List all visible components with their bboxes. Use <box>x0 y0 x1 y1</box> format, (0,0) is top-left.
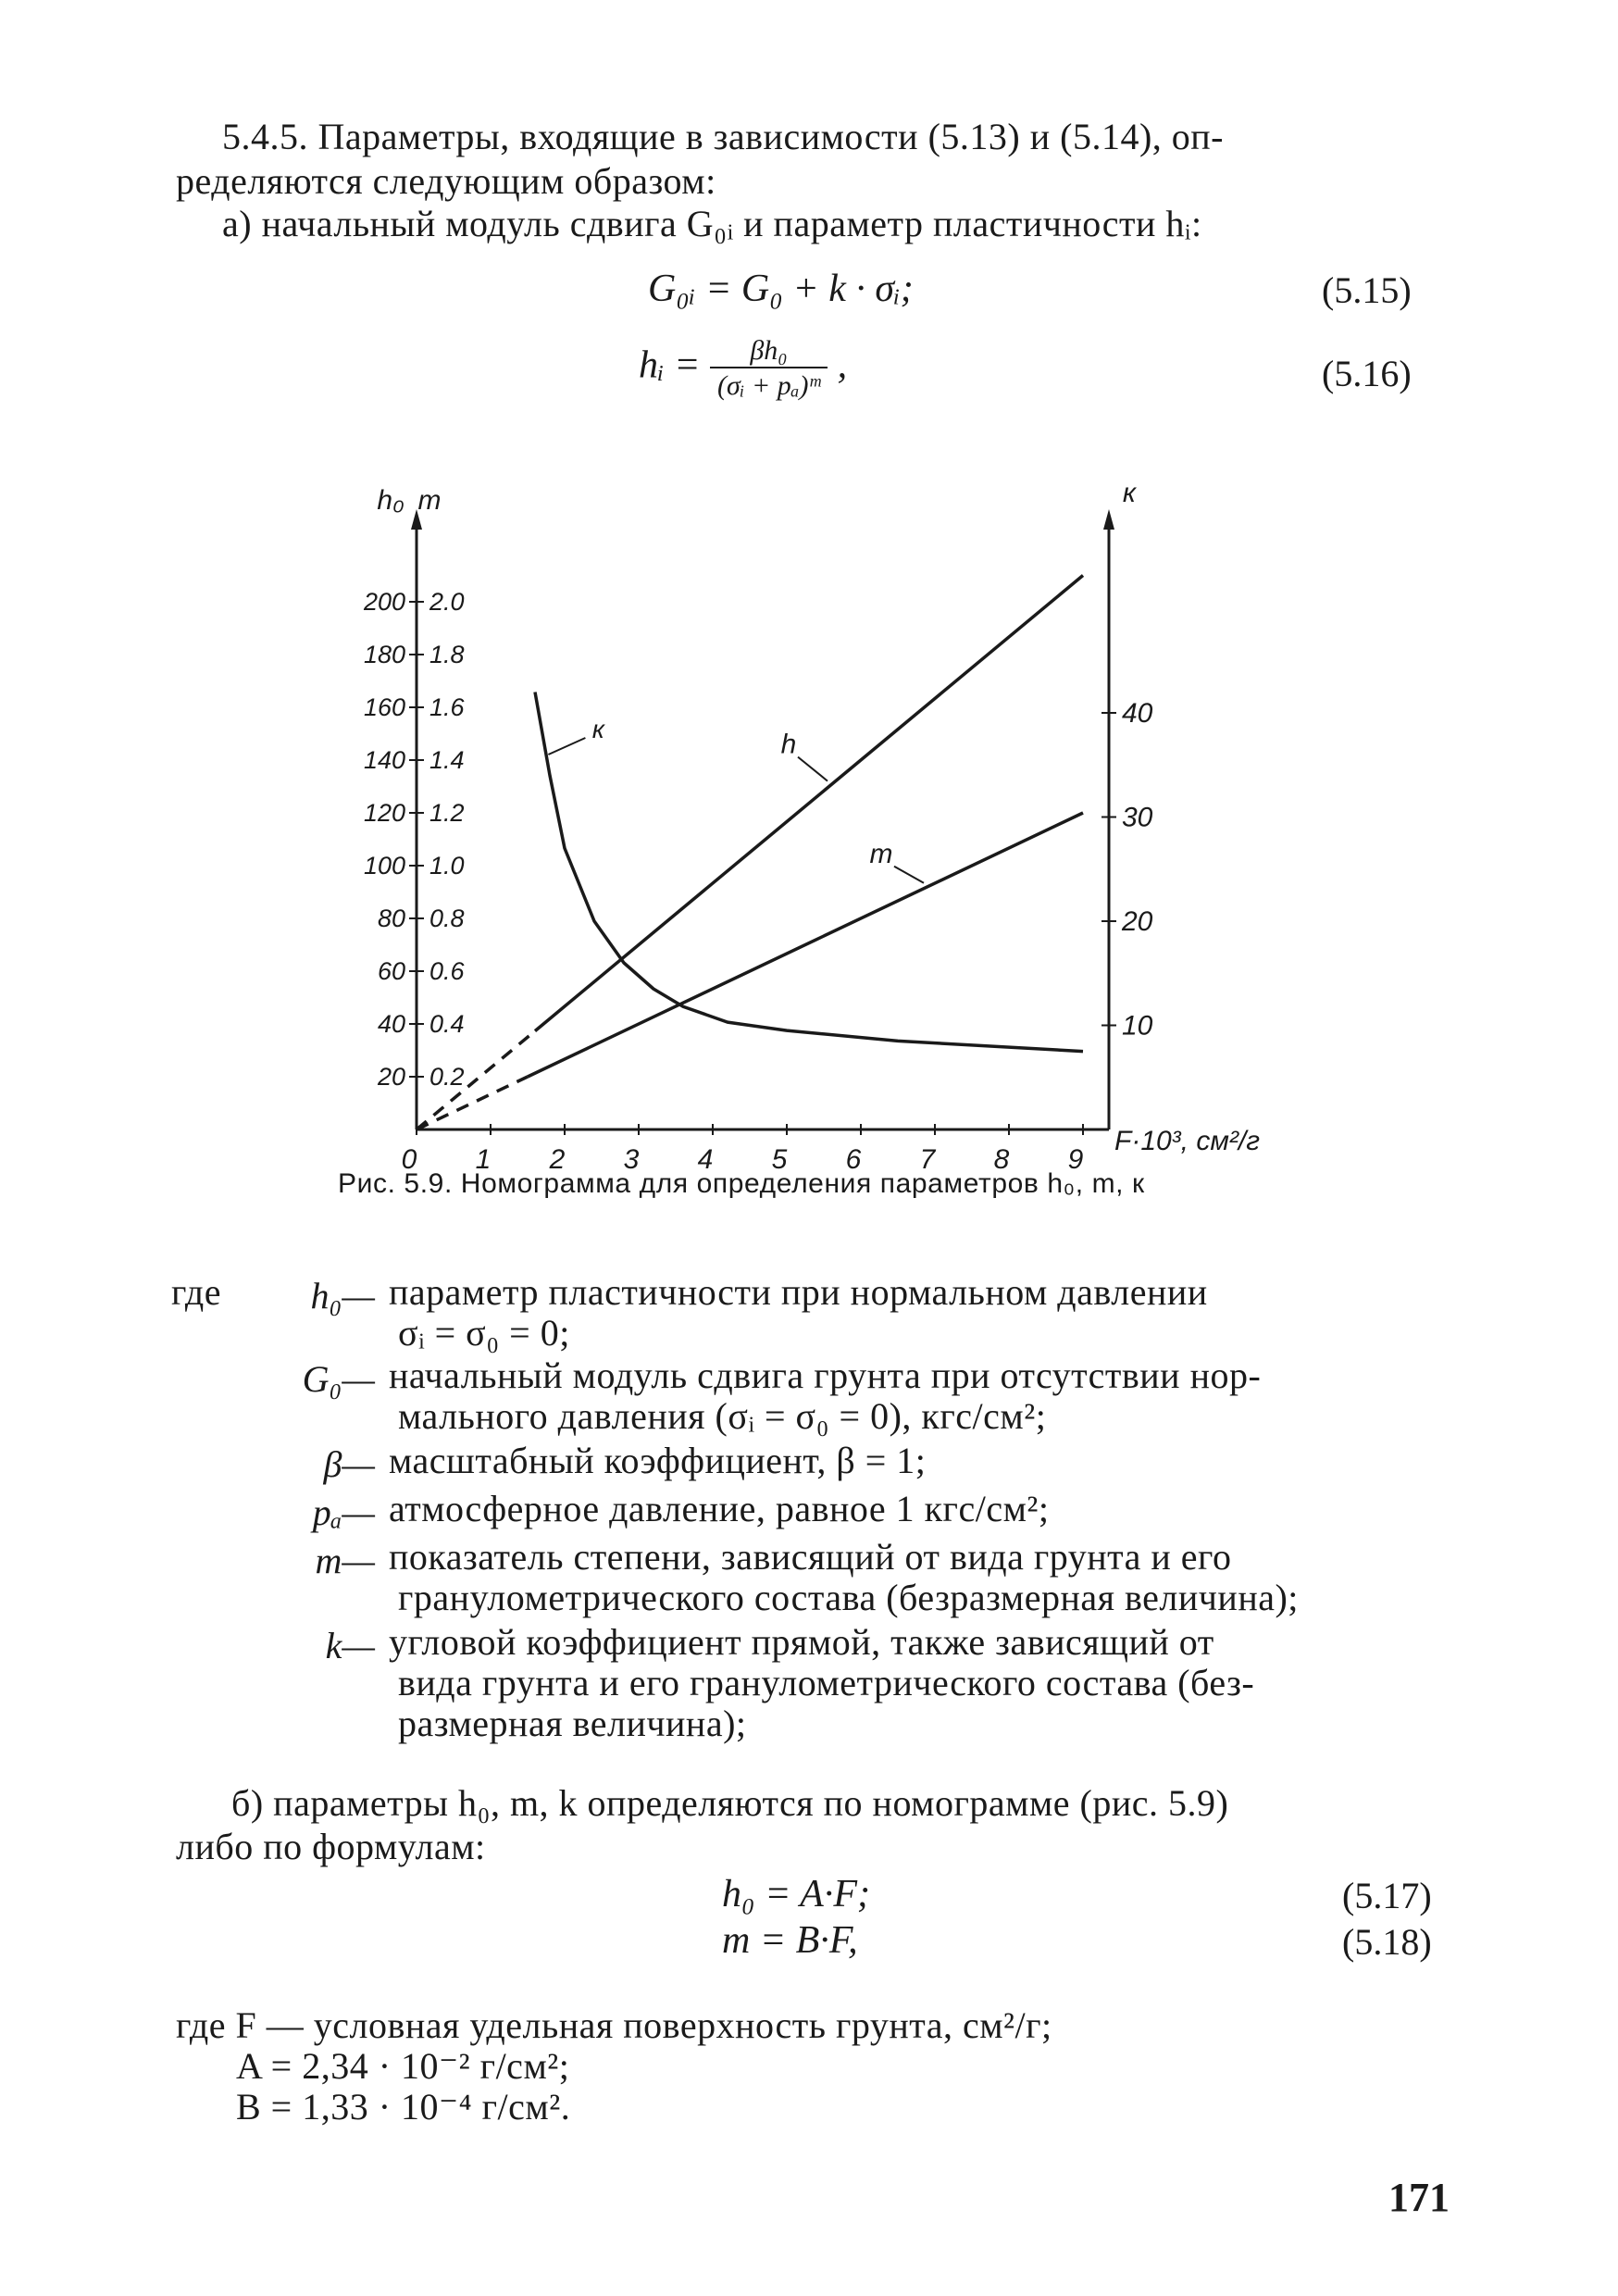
definition-symbol: G₀— <box>302 1358 375 1400</box>
definition-symbol: k— <box>325 1625 375 1666</box>
where-f-line-3: B = 1,33 · 10⁻⁴ г/см². <box>236 2086 571 2128</box>
definition-text: масштабный коэффициент, β = 1; <box>389 1440 927 1481</box>
section-line-3: а) начальный модуль сдвига G₀ᵢ и параметр пластичности hᵢ: <box>222 203 1202 244</box>
eq516-numerator: βh₀ <box>750 335 788 366</box>
figure-caption: Рис. 5.9. Номограмма для определения параметров h₀, m, к <box>338 1168 1145 1199</box>
eq516-tail: , <box>837 343 848 387</box>
m-tick-label: 1.2 <box>429 799 465 827</box>
x-axis-title: F·10³, см²/г <box>1114 1126 1261 1156</box>
definition-symbol: β— <box>323 1443 375 1485</box>
h0-tick-label: 180 <box>363 641 405 668</box>
definition-text: размерная величина); <box>398 1703 747 1744</box>
definition-text: σᵢ = σ₀ = 0; <box>398 1312 570 1354</box>
page-number: 171 <box>1388 2175 1450 2220</box>
m-series-label: m <box>869 838 893 869</box>
x-tick-label: 6 <box>845 1144 862 1175</box>
m-tick-label: 1.6 <box>429 693 465 721</box>
x-tick-label: 4 <box>697 1144 714 1175</box>
equation-number-5-17: (5.17) <box>1342 1875 1432 1916</box>
section-line-1: 5.4.5. Параметры, входящие в зависимости (5.13) и (5.14), оп- <box>222 116 1224 157</box>
h-series-label: h <box>780 729 797 760</box>
h0-axis-title: h₀ <box>377 485 404 516</box>
k-axis-title: к <box>1122 478 1137 508</box>
m-axis-title: m <box>417 485 442 516</box>
chart-labels <box>363 478 1260 1175</box>
k-tick-label: 40 <box>1122 698 1153 729</box>
where-f-line-2: A = 2,34 · 10⁻² г/см²; <box>236 2045 570 2087</box>
m-tick-label: 2.0 <box>429 588 465 616</box>
definition-text: вида грунта и его гранулометрического состава (без- <box>398 1662 1255 1703</box>
chart-axes <box>409 509 1116 1135</box>
x-tick-label: 0 <box>401 1144 417 1175</box>
m-tick-label: 1.8 <box>429 641 465 668</box>
right-axis-arrow <box>1103 509 1114 530</box>
h0-tick-label: 140 <box>363 746 405 774</box>
k-series-label: к <box>591 715 605 743</box>
definition-text: угловой коэффициент прямой, также зависящий от <box>389 1621 1214 1663</box>
definition-text: начальный модуль сдвига грунта при отсутствии нор- <box>389 1354 1262 1396</box>
definition-text: гранулометрического состава (безразмерная величина); <box>398 1577 1299 1618</box>
x-tick-label: 8 <box>993 1144 1010 1175</box>
definition-symbol: h₀— <box>310 1275 375 1316</box>
k-tick-label: 20 <box>1122 906 1153 937</box>
where-f-line-1: где F — условная удельная поверхность грунта, см²/г; <box>176 2004 1052 2046</box>
m-leader-line <box>894 867 924 883</box>
m-tick-label: 1.4 <box>429 746 465 774</box>
definition-text: атмосферное давление, равное 1 кгс/см²; <box>389 1488 1050 1529</box>
k-tick-label: 30 <box>1122 802 1153 833</box>
definition-text: мального давления (σᵢ = σ₀ = 0), кгс/см²; <box>398 1395 1047 1437</box>
x-tick-label: 7 <box>919 1144 936 1175</box>
h0-tick-label: 60 <box>377 957 405 985</box>
equation-5-16 <box>639 335 847 402</box>
x-tick-label: 1 <box>475 1144 492 1175</box>
equation-number-5-15: (5.15) <box>1322 269 1412 311</box>
chart-series <box>417 576 1083 1130</box>
series-h-line <box>535 576 1083 1031</box>
definition-symbol: m— <box>315 1540 375 1581</box>
m-tick-label: 0.6 <box>429 957 465 985</box>
equation-5-17: h₀ = A·F; <box>722 1873 870 1915</box>
definition-text: параметр пластичности при нормальном давлении <box>389 1271 1208 1313</box>
x-tick-label: 3 <box>623 1144 640 1175</box>
equation-number-5-18: (5.18) <box>1342 1921 1432 1963</box>
m-tick-label: 0.2 <box>429 1063 465 1091</box>
nomogram-chart <box>333 478 1277 1175</box>
equation-5-18: m = B·F, <box>722 1919 858 1962</box>
eq516-fraction <box>710 335 828 402</box>
definition-symbol: pₐ— <box>312 1491 375 1533</box>
h0-tick-label: 20 <box>377 1063 405 1091</box>
h-leader-line <box>798 757 828 781</box>
para-b-line-2: либо по формулам: <box>176 1826 486 1867</box>
h0-tick-label: 40 <box>377 1010 405 1038</box>
k-tick-label: 10 <box>1122 1010 1153 1042</box>
section-line-2: ределяются следующим образом: <box>176 160 716 202</box>
h0-tick-label: 100 <box>363 852 405 880</box>
definition-text: показатель степени, зависящий от вида грунта и его <box>389 1536 1232 1578</box>
equation-number-5-16: (5.16) <box>1322 353 1412 394</box>
para-b-line-1: б) параметры h₀, m, k определяются по номограмме (рис. 5.9) <box>231 1782 1229 1824</box>
equation-5-15: G₀ᵢ = G₀ + k · σᵢ; <box>648 268 914 310</box>
m-tick-label: 0.8 <box>429 905 465 932</box>
definitions-intro: где <box>171 1271 222 1313</box>
eq516-denominator: (σᵢ + pₐ)ᵐ <box>710 367 828 402</box>
h0-tick-label: 120 <box>363 799 405 827</box>
m-tick-label: 1.0 <box>429 852 465 880</box>
h0-tick-label: 200 <box>363 588 405 616</box>
x-tick-label: 9 <box>1067 1144 1084 1175</box>
h0-tick-label: 160 <box>363 693 405 721</box>
eq516-lhs: hᵢ = <box>639 343 701 387</box>
h0-tick-label: 80 <box>377 905 405 932</box>
x-tick-label: 2 <box>549 1144 566 1175</box>
m-tick-label: 0.4 <box>429 1010 465 1038</box>
x-tick-label: 5 <box>771 1144 788 1175</box>
k-leader-line <box>548 738 585 755</box>
series-k-curve <box>535 693 1083 1052</box>
